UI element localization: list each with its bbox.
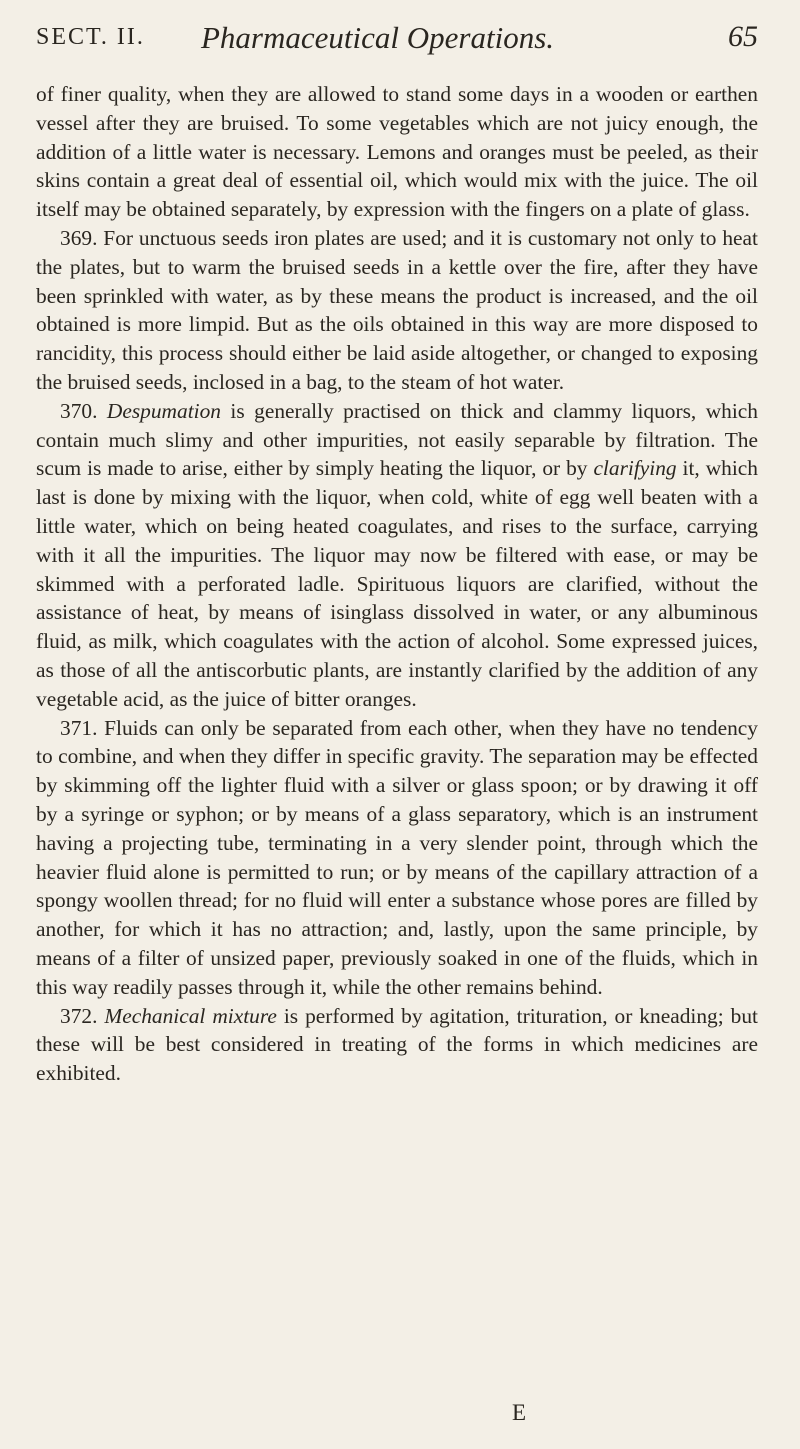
paragraph-number: 371.: [60, 715, 98, 740]
paragraph-continuation: [36, 80, 758, 224]
paragraph-370: [36, 397, 758, 714]
paragraph-text: Fluids can only be separated from each other, when they have no tendency to combine, and when they differ in specific gravity. The separation may be effected by skimming off the lighter fluid with a silver or glass spoon; or by drawing it off by a syringe or syphon; or by means of a glass separatory, which is an instrument having a projecting tube, terminating in a very slender point, through which the heavier fluid alone is permitted to run; or by means of the capillary attraction of a spongy woollen thread; for no fluid will enter a substance whose pores are filled by another, for which it has no attraction; and, lastly, upon the same principle, by means of a filter of unsized paper, previously soaked in one of the fluids, which in this way readily passes through it, while the other remains behind.: [36, 715, 758, 999]
paragraph-lead-term: Despumation: [106, 398, 221, 423]
signature-mark: E: [512, 1400, 527, 1425]
paragraph-italic-term: clarifying: [593, 456, 677, 481]
running-title: Pharmaceutical Operations.: [201, 20, 555, 55]
paragraph-text: of finer quality, when they are allowed to stand some days in a wooden or earthen vessel after they are bruised. To some vegetables which are not juicy enough, the addition of a little water is necessary. Lemons and oranges must be peeled, as their skins contain a great deal of essential oil, which would mix with the juice. The oil itself may be obtained separately, by expression with the fingers on a plate of glass.: [36, 82, 758, 222]
paragraph-text: For unctuous seeds iron plates are used; and it is customary not only to heat the plates, but to warm the bruised seeds in a kettle over the fire, after they have been sprinkled with water, as by these means the product is increased, and the oil obtained is more limpid. But as the oils obtained in this way are more disposed to rancidity, this process should either be laid aside altogether, or changed to exposing the bruised seeds, inclosed in a bag, to the steam of hot water.: [36, 225, 758, 394]
paragraph-text: is generally practised on thick and clammy liquors, which contain much slimy and other impurities, not easily separable by filtration. The scum is made to arise, either by simply heating the liquor, or by: [36, 398, 758, 481]
running-header: [36, 18, 758, 70]
paragraph-number: 370.: [60, 398, 98, 423]
page-number: 65: [728, 20, 758, 53]
paragraph-number: 369.: [60, 225, 98, 250]
paragraph-lead-term: Mechanical mixture: [104, 1003, 277, 1028]
paragraph-371: [36, 714, 758, 1002]
paragraph-372: [36, 1002, 758, 1088]
section-label: SECT. II.: [36, 24, 145, 50]
body-text: [36, 80, 758, 1088]
paragraph-369: [36, 224, 758, 397]
paragraph-text-continued: it, which last is done by mixing with the liquor, when cold, white of egg well beaten with a little water, which on being heated coagulates, and rises to the surface, carrying with it all the impurities. The liquor may now be filtered with ease, or may be skimmed with a perforated ladle. Spirituous liquors are clarified, without the assistance of heat, by means of isinglass dissolved in water, or any albuminous fluid, as milk, which coagulates with the action of alcohol. Some expressed juices, as those of all the antiscorbutic plants, are instantly clarified by the addition of any vegetable acid, as the juice of bitter oranges.: [36, 456, 758, 711]
paragraph-text: is performed by agitation, trituration, or kneading; but these will be best considered in treating of the forms in which medicines are exhibited.: [36, 1003, 758, 1086]
paragraph-number: 372.: [60, 1003, 98, 1028]
